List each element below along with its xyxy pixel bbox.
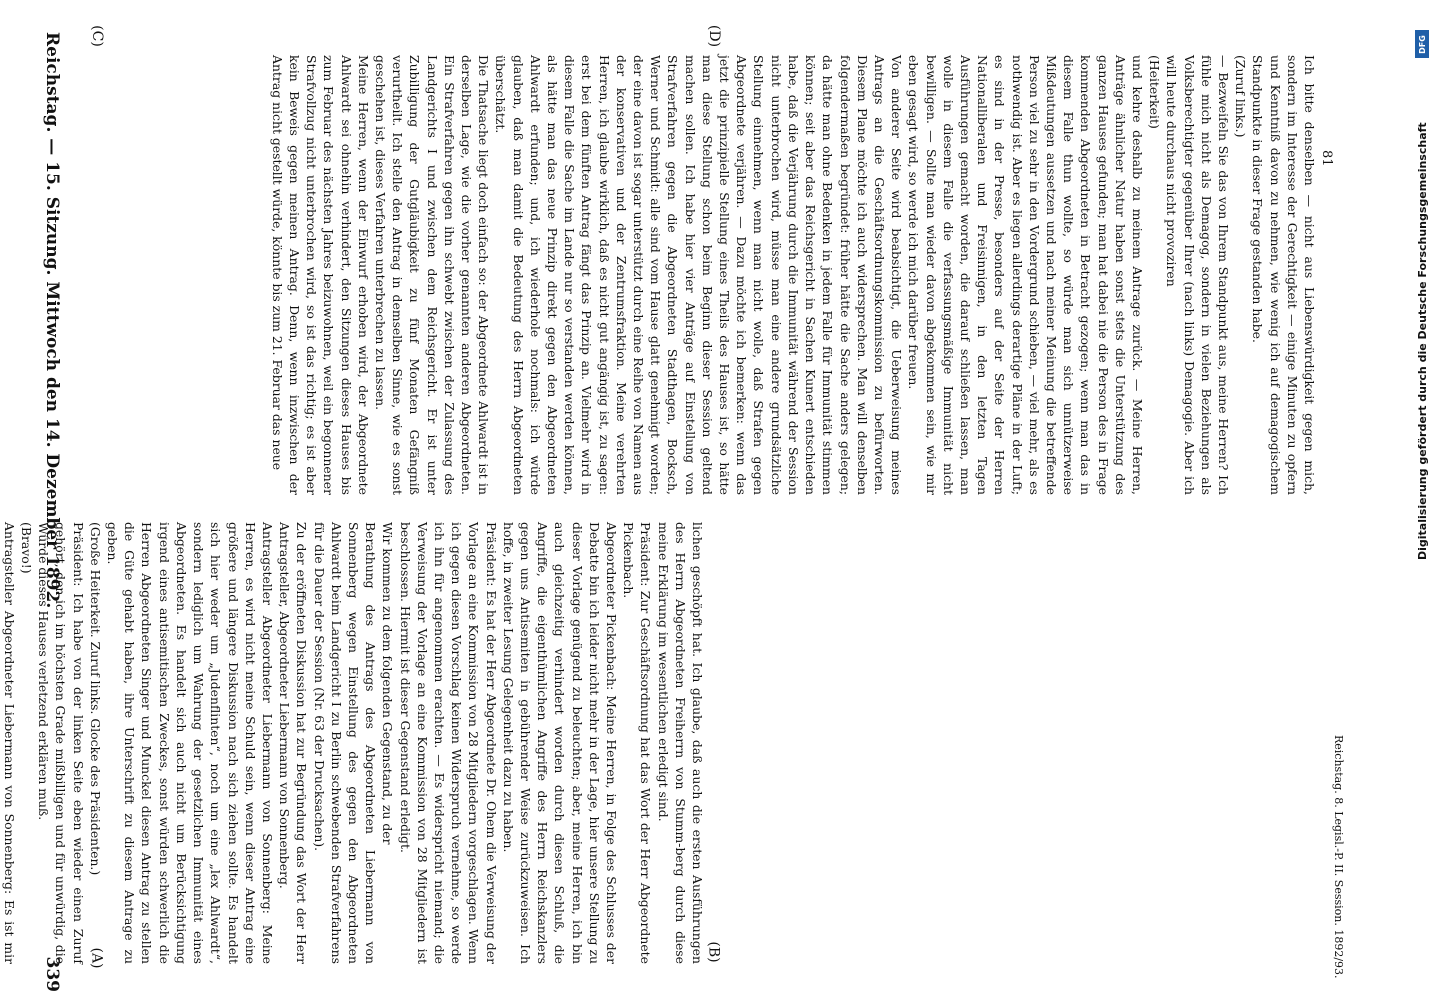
digitization-credit: Digitalisierung gefördert durch die Deutsche Forschungsgemeinschaft <box>1416 122 1429 560</box>
header-title: Reichstag. — 15. Sitzung. Mittwoch den 14. Dezember 1892. <box>42 32 62 609</box>
dfg-logo-icon <box>1415 30 1429 58</box>
dfg-logo-text: DFG <box>1417 34 1427 54</box>
page-footer: Reichstag. 8. Legisl.-P. II. Session. 1892/93. <box>1332 735 1345 979</box>
margin-letter-d: (D) <box>706 24 723 48</box>
margin-letter-b: (B) <box>705 941 722 963</box>
page-number: 339 <box>42 956 62 992</box>
signature-mark: 81 <box>1319 150 1334 167</box>
column-divider <box>78 506 718 507</box>
margin-letter-c: (C) <box>88 25 105 47</box>
margin-letter-a: (A) <box>88 947 105 969</box>
text-column-right: Ich bitte denselben — nicht aus Liebenswürdigkeit gegen mich, sondern im Interesse der Gerechtigkeit — einige Minuten zu opfern und Kenntniß davon zu nehmen, wie wenig ich auf demagogischem Standpunkte in dieser Frage gestanden habe. (Zuruf links.) — Bezweifeln Sie das von Ihrem Standpunkt aus, meine Herren? Ich fühle mich nicht als Demagog, sondern in vielen Beziehungen als Volksberechtigter gegenüber Ihrer (nach links) Demagogie. Aber ich will heute durchaus nicht provoziren (Heiterkeit) und kehre deshalb zu meinem Antrage zurück. — Meine Herren, Anträge ähnlicher Natur haben sonst stets die Unterstützung des ganzen Hauses gefunden; man hat dabei nie die Person des in Frage kommenden Abgeordneten in Betracht gezogen; wenn man das in diesem Falle thun wollte, so würde man sich unnützerweise Mißdeutungen aussetzen und nach meiner Meinung die betreffende Person viel zu sehr in den Vordergrund schieben, — viel mehr, als es nothwendig ist. Aber es liegen allerdings derartige Pläne in der Luft; es sind in der Presse, besonders auf der Seite der Herren Nationalliberalen und Freisinnigen, in den letzten Tagen Ausführungen gemacht worden, die darauf schließen lassen, man wolle in diesem Falle die verfassungsmäßige Immunität nicht bewilligen. — Sollte man wieder davon abgekommen sein, wie mir eben gesagt wird, so werde ich mich darüber freuen. Von anderer Seite wird beabsichtigt, die Ueberweisung meines Antrags an die Geschäftsordnungskommission zu befürworten. Diesem Plane möchte ich auch widersprechen. Man will denselben folgendermaßen begründet: früher hätte die Sache anders gelegen; da hätte man ohne Bedenken in jedem Falle für Immunität stimmen können; seit aber das Reichsgericht in Sachen Kunert entschieden habe, daß die Verjährung durch die Immunität während der Session nicht unterbrochen wird, müsse man eine andere grundsätzliche Stellung einnehmen, wenn man nicht wolle, daß Strafen gegen Abgeordnete verjähren. — Dazu möchte ich bemerken: wenn das jetzt die prinzipielle Stellung eines Theils des Hauses ist, so hätte man diese Stellung schon beim Beginn dieser Session geltend machen sollen. Ich habe hier vier Anträge auf Einstellung von Strafverfahren gegen die Abgeordneten Stadthagen, Bocksch, Werner und Schmidt: alle sind vom Hause glatt genehmigt worden; der eine davon ist sogar unterstützt durch eine Reihe von Namen aus der konservativen und der Zentrumsfraktion. Meine verehrten Herren, ich glaube wirklich, daß es nicht gut angängig ist, zu sagen: erst bei dem fünften Antrag fängt das Prinzip an. Vielmehr wird in diesem Falle die Sache im Lande nur so verstanden werden können, als hätte man das neue Prinzip direkt gegen den Abgeordneten Ahlwardt erfunden; und, ich wiederhole nochmals: ich würde glauben, daß man damit die Bedeutung des Herrn Abgeordneten überschätzt. Die Thatsache liegt doch einfach so: der Abgeordnete Ahlwardt ist in derselben Lage, wie die vorher genannten anderen Abgeordneten. Ein Strafverfahren gegen ihn schwebt zwischen der Zulassung des Landgerichts I und zwischen dem Reichsgericht. Er ist unter Zubilligung der Gutgläubigkeit zu fünf Monaten Gefängniß verurtheilt. Ich stelle den Antrag in demselben Sinne, wie es sonst geschehen ist, dieses Verfahren unterbrechen zu lassen. Meine Herren, wenn der Einwurf erhoben wird, der Abgeordnete Ahlwardt sei ohnehin verhindert, den Sitzungen dieses Hauses bis zum Februar des nächsten Jahres beizuwohnen, weil ein begonnener Strafvollzug nicht unterbrochen wird, so ist das richtig; es ist aber kein Beweis gegen meinen Antrag. Denn, wenn inzwischen der Antrag nicht gestellt würde, könnte bis zum 21. Februar das neue <box>269 55 1317 495</box>
text-column-left: lichen geschöpft hat. Ich glaube, daß auch die ersten Ausführungen des Herrn Abgeordneten Freiherrn von Stumm-berg durch diese meine Erklärung im wesentlichen erledigt sind. Präsident: Zur Geschäftsordnung hat das Wort der Herr Abgeordnete Pickenbach. Abgeordneter Pickenbach: Meine Herren, in Folge des Schlusses der Debatte bin ich leider nicht mehr in der Lage, hier unsere Stellung zu dieser Vorlage genügend zu beleuchten; aber, meine Herren, ich bin auch gleichzeitig verhindert worden durch diesen Schluß, die Angriffe, die eigenthümlichen Angriffe des Herrn Reichskanzlers gegen uns Antisemiten in gebührender Weise zurückzuweisen. Ich hoffe, in zweiter Lesung Gelegenheit dazu zu haben. Präsident: Es hat der Herr Abgeordnete Dr. Ohem die Verweisung der Vorlage an eine Kommission von 28 Mitgliedern vorgeschlagen. Wenn ich gegen diesen Vorschlag keinen Widerspruch vernehme, so werde ich ihn für angenommen erachten. — Es widerspricht niemand; die Verweisung der Vorlage an eine Kommission von 28 Mitgliedern ist beschlossen. Hiermit ist dieser Gegenstand erledigt. Wir kommen zu dem folgenden Gegenstand, zu der Berathung des Antrags des Abgeordneten Liebermann von Sonnenberg wegen Einstellung des gegen den Abgeordneten Ahlwardt beim Landgericht I zu Berlin schwebenden Strafverfahrens für die Dauer der Session (Nr. 63 der Drucksachen). Zu der eröffneten Diskussion hat zur Begründung das Wort der Herr Antragsteller, Abgeordneter Liebermann von Sonnenberg. Antragsteller Abgeordneter Liebermann von Sonnenberg: Meine Herren, es wird nicht meine Schuld sein, wenn dieser Antrag eine größere und längere Diskussion nach sich ziehen sollte. Es handelt sich hier weder um „Judenflinten“, noch um eine „lex Ahlwardt“, sondern lediglich um Wahrung der gesetzlichen Immunität eines Abgeordneten. Es handelt sich auch nicht um Berücksichtigung irgend eines antisemitischen Zweckes, sonst würden schwerlich die Herren Abgeordneten Singer und Munckel diesen Antrag zu stellen die Güte gehabt haben, ihre Unterschrift zu diesem Antrage zu geben. (Große Heiterkeit. Zuruf links. Glocke des Präsidenten.) Präsident: Ich habe von der linken Seite eben wieder einen Zuruf gehört, den ich im höchsten Grade mißbilligen und für unwürdig, die Würde dieses Hauses verletzend erklären muß. (Bravo!) Antragsteller Abgeordneter Liebermann von Sonnenberg: Es ist mir <box>1 522 705 964</box>
